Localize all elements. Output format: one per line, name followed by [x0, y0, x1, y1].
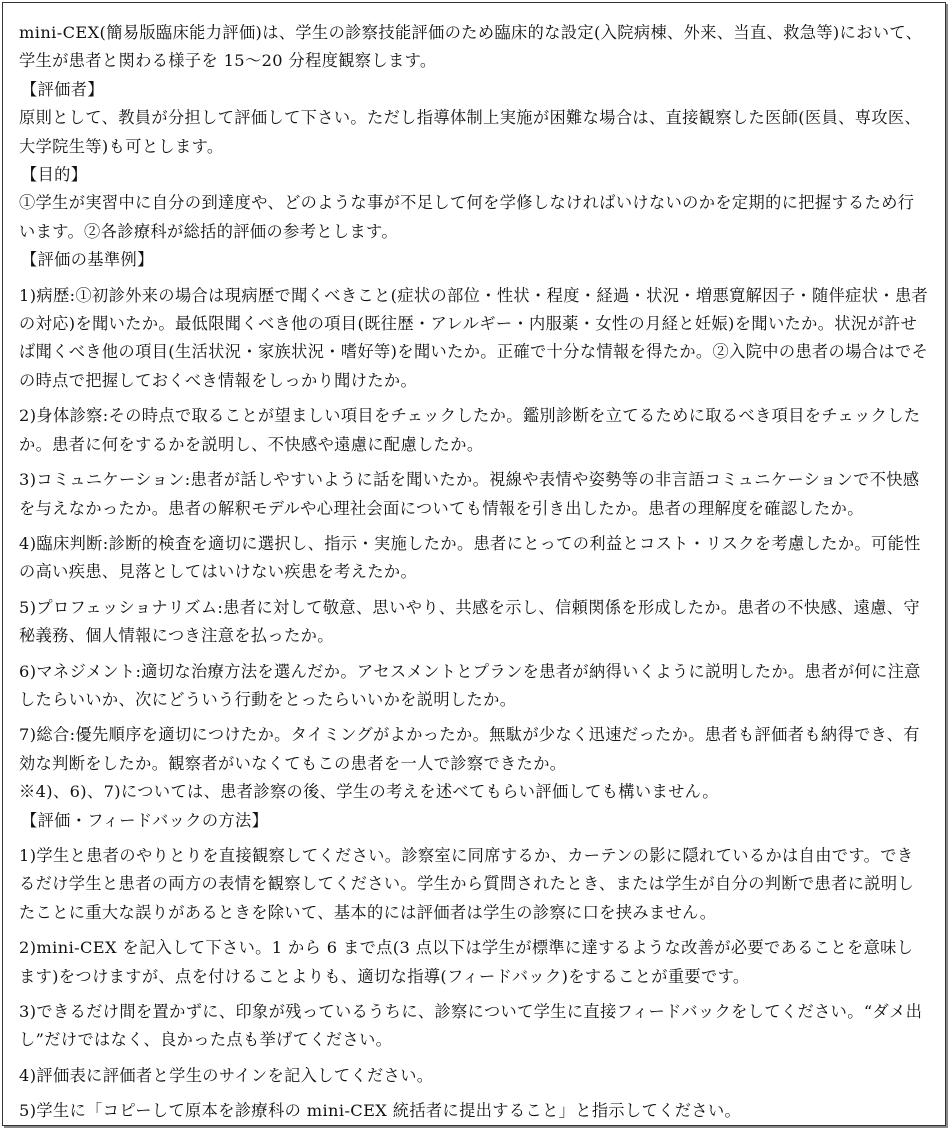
criteria-heading: 【評価の基準例】	[21, 250, 154, 270]
purpose-heading: 【目的】	[21, 165, 88, 185]
criteria-item-communication: 3)コミュニケーション:患者が話しやすいように話を聞いたか。視線や表情や姿勢等の非言語コミュニケーションで不快感を与えなかったか。患者の解釈モデルや心理社会面についても情報を引き出したか。患者の理解度を確認したか。	[19, 470, 920, 518]
method-item-observe: 1)学生と患者のやりとりを直接観察してください。診察室に同席するか、カーテンの影に隠れているかは自由です。できるだけ学生と患者の両方の表情を観察してください。学生から質問されたとき、または学生が自分の判断で患者に説明したことに重大な誤りがあるときを除いて、基本的には評価者は学生の診察に口を挟みません。	[19, 845, 915, 922]
method-item-signature: 4)評価表に評価者と学生のサインを記入してください。	[19, 1065, 434, 1085]
evaluator-body: 原則として、教員が分担して評価して下さい。ただし指導体制上実施が困難な場合は、直接観察した医師(医員、専攻医、大学院生等)も可とします。	[19, 108, 922, 156]
criteria-item-history: 1)病歴:①初診外来の場合は現病歴で聞くべきこと(症状の部位・性状・程度・経過・状況・増悪寛解因子・随伴症状・患者の対応)を聞いたか。最低限聞くべき他の項目(既往歴・アレルギー・内服薬・女性の月経と妊娠)を聞いたか。状況が許せば聞くべき他の項目(生活状況・家族状況・嗜好等)を聞いたか。正確で十分な情報を得たか。②入院中の患者の場合はでその時点で把握しておくべき情報をしっかり聞けたか。	[19, 285, 929, 390]
criteria-item-overall: 7)総合:優先順序を適切につけたか。タイミングがよかったか。無駄が少なく迅速だったか。患者も評価者も納得でき、有効な判断をしたか。観察者がいなくてもこの患者を一人で診察できたか。	[19, 725, 920, 773]
criteria-item-clinical-judgment: 4)臨床判断:診断的検査を適切に選択し、指示・実施したか。患者にとっての利益とコスト・リスクを考慮したか。可能性の高い疾患、見落としてはいけない疾患を考えたか。	[19, 533, 921, 582]
evaluator-heading: 【評価者】	[21, 79, 104, 99]
criteria-note: ※4)、6)、7)については、患者診察の後、学生の考えを述べてもらい評価しても構いません。	[19, 782, 719, 802]
criteria-item-management: 6)マネジメント:適切な治療方法を選んだか。アセスメントとプランを患者が納得いくように説明したか。患者が何に注意したらいいか、次にどういう行動をとったらいいかを説明したか。	[19, 661, 921, 709]
criteria-item-physical-exam: 2)身体診察:その時点で取ることが望ましい項目をチェックしたか。鑑別診断を立てるために取るべき項目をチェックしたか。患者に何をするかを説明し、不快感や遠慮に配慮したか。	[19, 406, 921, 454]
method-item-feedback: 3)できるだけ間を置かずに、印象が残っているうちに、診察について学生に直接フィードバックをしてください。“ダメ出し”だけではなく、良かった点も挙げてください。	[19, 1002, 923, 1050]
method-item-submit: 5)学生に「コピーして原本を診療科の mini-CEX 統括者に提出すること」と指示してください。	[19, 1101, 742, 1121]
method-heading: 【評価・フィードバックの方法】	[21, 810, 269, 830]
purpose-body: ①学生が実習中に自分の到達度や、どのような事が不足して何を学修しなければいけないのかを定期的に把握するため行います。②各診療科が総括的評価の参考とします。	[19, 193, 915, 241]
method-item-record: 2)mini-CEX を記入して下さい。1 から 6 まで点(3 点以下は学生が標準に達するような改善が必要であることを意味します)をつけますが、点を付けることよりも、適切な指導(フィードバック)をすることが重要です。	[19, 938, 914, 986]
criteria-item-professionalism: 5)プロフェッショナリズム:患者に対して敬意、思いやり、共感を示し、信頼関係を形成したか。患者の不快感、遠慮、守秘義務、個人情報につき注意を払ったか。	[19, 597, 920, 646]
document-page	[2, 2, 946, 1126]
intro-paragraph: mini-CEX(簡易版臨床能力評価)は、学生の診察技能評価のため臨床的な設定(入院病棟、外来、当直、救急等)において、学生が患者と関わる様子を 15〜20 分程度観察します。	[19, 23, 923, 71]
